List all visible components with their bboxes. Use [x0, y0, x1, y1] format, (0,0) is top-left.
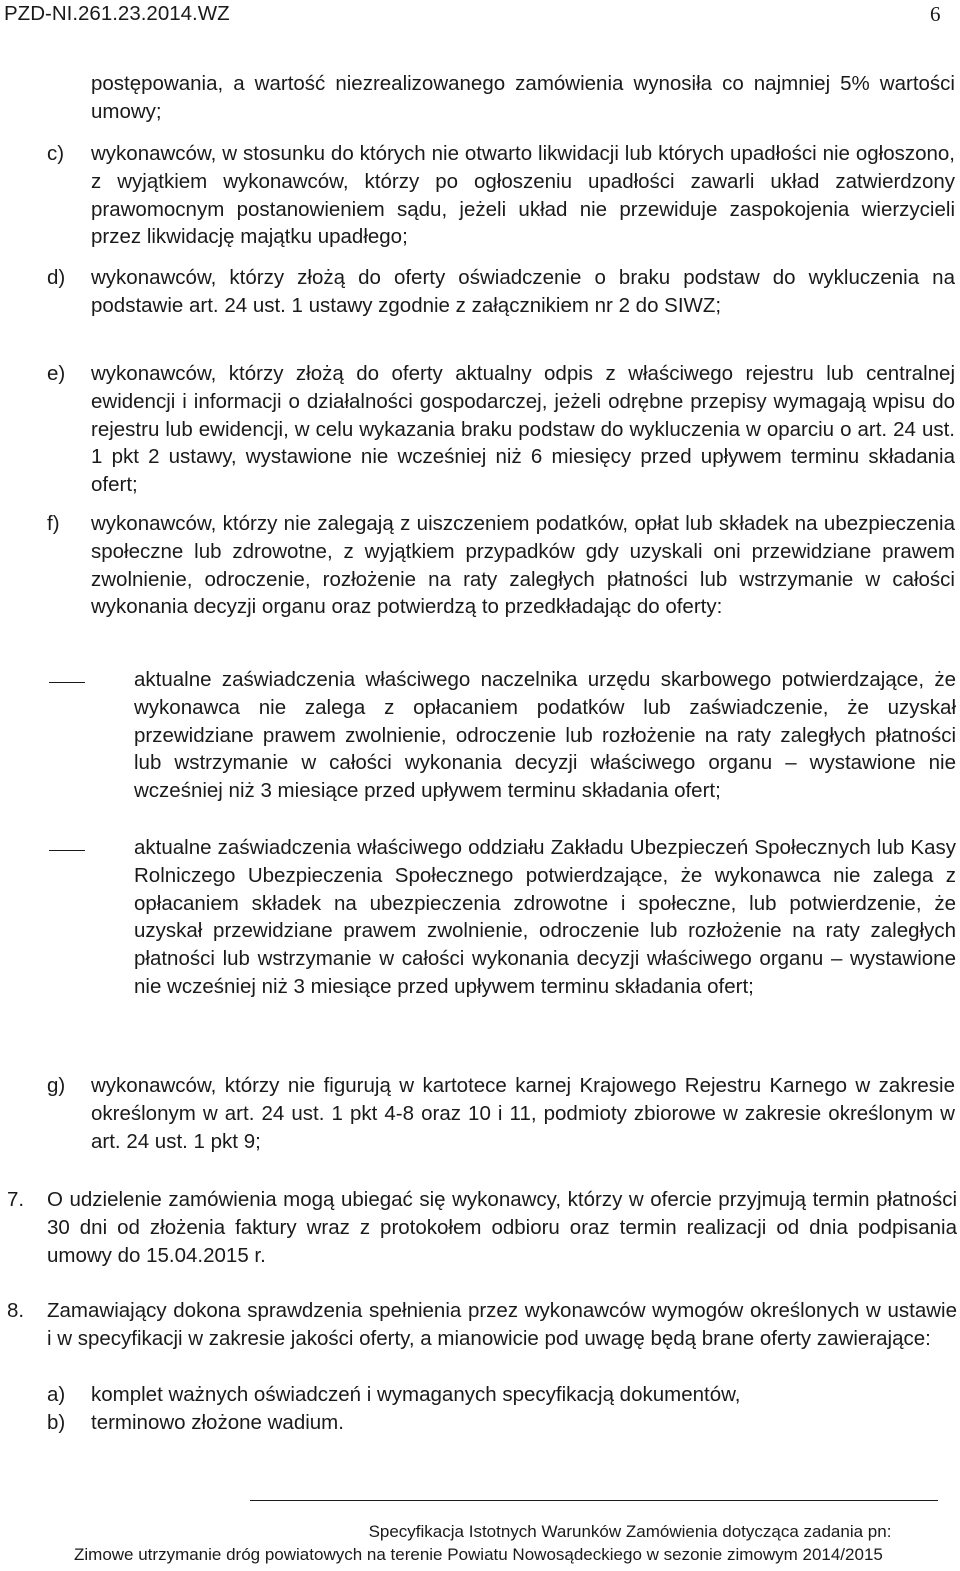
item-e-label: e)	[47, 362, 66, 385]
item-f-bullet-1: aktualne zaświadczenia właściwego naczelnika urzędu skarbowego potwierdzające, że wykonawca nie zalega z opłacaniem podatków lub zaświadczenie, że uzyskał przewidziane prawem zwolnienie, odroczenie lub rozłożenie na raty zaległych płatności lub wstrzymanie w całości wykonania decyzji właściwego organu – wystawione nie wcześniej niż 3 miesiące przed upływem terminu składania ofert;	[134, 668, 956, 803]
point-8-subitem-b-label: b)	[47, 1411, 66, 1434]
item-f-label: f)	[47, 512, 60, 535]
item-g-text: wykonawców, którzy nie figurują w kartotece karnej Krajowego Rejestru Karnego w zakresie określonym w art. 24 ust. 1 pkt 4-8 oraz 10 i 11, podmioty zbiorowe w zakresie określonym w art. 24 ust. 1 pkt 9;	[91, 1074, 955, 1153]
item-e-text: wykonawców, którzy złożą do oferty aktualny odpis z właściwego rejestru lub centralnej ewidencji i informacji o działalności gospodarczej, jeżeli odrębne przepisy wymagają wpisu do rejestru lub ewidencji, w celu wykazania braku podstaw do wykluczenia w oparciu o art. 24 ust. 1 pkt 2 ustawy, wystawione nie wcześniej niż 6 miesięcy przed upływem terminu składania ofert;	[91, 362, 955, 497]
item-d-text: wykonawców, którzy złożą do oferty oświadczenie o braku podstaw do wykluczenia na podstawie art. 24 ust. 1 ustawy zgodnie z załącznikiem nr 2 do SIWZ;	[91, 266, 955, 317]
item-c-text: wykonawców, w stosunku do których nie otwarto likwidacji lub których upadłości nie ogłoszono, z wyjątkiem wykonawców, którzy po ogłoszeniu upadłości zawarli układ zatwierdzony prawomocnym postanowieniem sądu, jeżeli układ nie przewiduje zaspokojenia wierzycieli przez likwidację majątku upadłego;	[91, 142, 955, 249]
point-7-text: O udzielenie zamówienia mogą ubiegać się wykonawcy, którzy w ofercie przyjmują termin płatności 30 dni od złożenia faktury wraz z protokołem odbioru oraz termin realizacji od dnia podpisania umowy do 15.04.2015 r.	[47, 1188, 957, 1267]
intro-continuation: postępowania, a wartość niezrealizowanego zamówienia wynosiła co najmniej 5% wartości umowy;	[91, 72, 955, 123]
item-f-bullet-2: aktualne zaświadczenia właściwego oddziału Zakładu Ubezpieczeń Społecznych lub Kasy Rolniczego Ubezpieczenia Społecznego potwierdzające, że wykonawca nie zalega z opłacaniem składek na ubezpieczenia zdrowotne i społeczne, lub potwierdzenie, że uzyskał przewidziane prawem zwolnienie, odroczenie lub rozłożenie na raty zaległych płatności lub wstrzymanie w całości wykonania decyzji właściwego organu – wystawione nie wcześniej niż 3 miesiące przed upływem terminu składania ofert;	[134, 836, 956, 998]
page-number: 6	[930, 2, 941, 26]
point-8-subitem-a-label: a)	[47, 1383, 66, 1406]
point-8-text: Zamawiający dokona sprawdzenia spełnienia przez wykonawców wymogów określonych w ustawie i w specyfikacji w zakresie jakości oferty, a mianowicie pod uwagę będą brane oferty zawierające:	[47, 1299, 957, 1350]
point-8-number: 8.	[7, 1299, 25, 1322]
item-c-label: c)	[47, 142, 65, 165]
item-g-label: g)	[47, 1074, 66, 1097]
point-8-subitem-a-text: komplet ważnych oświadczeń i wymaganych specyfikacją dokumentów,	[91, 1383, 741, 1406]
point-7-number: 7.	[7, 1188, 25, 1211]
item-f-text: wykonawców, którzy nie zalegają z uiszczeniem podatków, opłat lub składek na ubezpieczenia społeczne lub zdrowotne, z wyjątkiem przypadków gdy uzyskali oni przewidziane prawem zwolnienie, odroczenie, rozłożenie na raty zaległych płatności lub wstrzymanie w całości wykonania decyzji organu oraz potwierdzą to przedkładając do oferty:	[91, 512, 955, 619]
footer-line-1: Specyfikacja Istotnych Warunków Zamówienia dotycząca zadania pn:	[368, 1522, 892, 1541]
bullet-dash	[49, 682, 85, 683]
footer-line-2: Zimowe utrzymanie dróg powiatowych na terenie Powiatu Nowosądeckiego w sezonie zimowym 2014/2015	[74, 1545, 883, 1564]
footer-divider	[250, 1500, 938, 1501]
bullet-dash	[49, 850, 85, 851]
item-d-label: d)	[47, 266, 66, 289]
document-id: PZD-NI.261.23.2014.WZ	[4, 2, 230, 25]
point-8-subitem-b-text: terminowo złożone wadium.	[91, 1411, 344, 1434]
